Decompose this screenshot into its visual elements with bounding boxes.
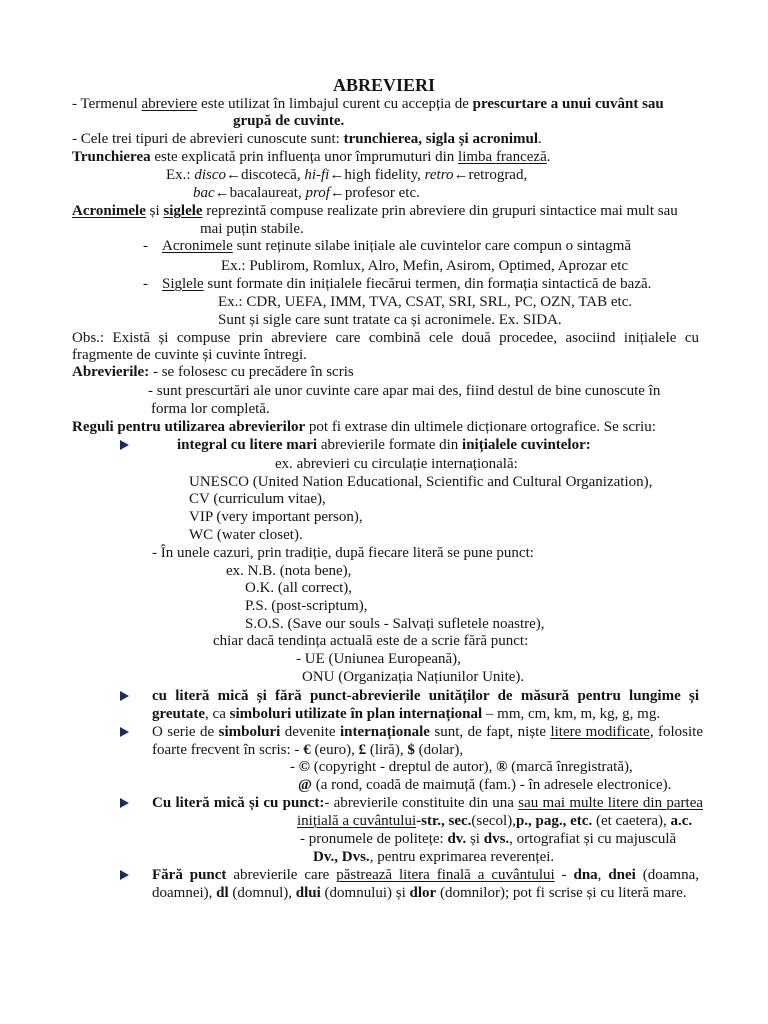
underlined-term: sau mai multe litere din partea <box>518 795 704 811</box>
triangle-bullet-icon <box>120 870 129 880</box>
text-line <box>152 741 463 759</box>
text-run: și <box>145 203 164 219</box>
text-line <box>152 544 534 562</box>
text-line <box>72 130 542 148</box>
underlined-term: inițială a cuvântului <box>297 813 417 829</box>
text-run: (a rond, coadă de maimuță (fam.) - în adresele electronice). <box>311 777 672 793</box>
text-run: . <box>538 131 542 147</box>
text-line <box>233 112 344 130</box>
dollar-symbol: $ <box>407 742 415 758</box>
text-run: (et caetera), <box>592 813 671 829</box>
text-run: doamnei), <box>152 885 217 901</box>
text-run: . <box>546 149 551 165</box>
underlined-term: limba franceză <box>458 149 547 165</box>
italic-term: hi-fi <box>304 167 330 183</box>
text-line <box>313 848 554 866</box>
text-run: , ortografiat și cu majusculă <box>509 831 677 847</box>
list-dash: - <box>143 276 148 292</box>
text-run: - sunt prescurtări ale unor cuvinte care apar mai des, fiind destul de bine cunoscute în <box>148 383 661 399</box>
bullet-item-line <box>152 687 699 705</box>
italic-term: retro <box>424 167 454 183</box>
text-run: O serie de <box>152 724 219 740</box>
bold-term: dv. <box>447 831 467 847</box>
example-line <box>245 597 368 615</box>
text-run: forma lor completă. <box>151 401 270 417</box>
text-run: (marcă înregistrată), <box>507 759 633 775</box>
text-run: , pentru exprimarea reverenței. <box>369 849 555 865</box>
euro-symbol: € <box>303 742 311 758</box>
text-run: WC (water closet). <box>189 527 303 543</box>
text-run: abrevierile care <box>226 867 337 883</box>
text-line <box>297 812 692 830</box>
text-run: Sunt și sigle care sunt tratate ca și acronimele. Ex. SIDA. <box>218 312 562 328</box>
bold-term: cu literă mică și fără punct-abrevierile unităților de măsură pentru lungime și <box>152 688 699 704</box>
text-line <box>152 884 687 902</box>
text-run: - În unele cazuri, prin tradiție, după fiecare literă se pune punct: <box>152 545 534 561</box>
bold-term: prescurtare a unui cuvânt sau <box>472 96 664 112</box>
underlined-term: Acronimele <box>162 238 233 254</box>
text-run: – mm, cm, km, m, kg, g, mg. <box>482 706 661 722</box>
page-title: ABREVIERI <box>332 75 436 95</box>
text-run: - UE (Uniunea Europeană), <box>296 651 461 667</box>
text-run: , ca <box>205 706 230 722</box>
bold-term: grupă de cuvinte. <box>233 113 345 129</box>
text-run: S.O.S. (Save our souls - Salvați sufletele noastre), <box>245 616 545 632</box>
text-run: ←high fidelity, <box>329 167 425 183</box>
example-line <box>296 650 461 668</box>
text-run: (copyright - dreptul de autor), <box>309 759 497 775</box>
text-run: (euro), <box>310 742 359 758</box>
text-run: - Cele trei tipuri de abrevieri cunoscute sunt: <box>72 131 344 147</box>
text-run: (domnilor); pot fi scrise și cu literă mare. <box>436 885 687 901</box>
bold-term: integral cu litere mari <box>177 437 318 453</box>
example-line <box>189 526 303 544</box>
text-run: ←bacalaureat, <box>214 185 306 201</box>
text-run: (domnului) și <box>320 885 410 901</box>
text-line <box>298 776 671 794</box>
text-run: O.K. (all correct), <box>245 580 353 596</box>
text-line <box>151 400 270 418</box>
text-line <box>166 166 527 184</box>
text-run: Ex.: Publirom, Romlux, Alro, Mefin, Asirom, Optimed, Aprozar etc <box>221 258 629 274</box>
bullet-item-line <box>177 436 591 454</box>
underlined-term: abreviere <box>141 96 198 112</box>
text-run: abrevierile formate din <box>317 437 463 453</box>
bold-term: Dv., Dvs. <box>313 849 370 865</box>
italic-term: disco <box>194 167 227 183</box>
bold-term: dvs. <box>483 831 510 847</box>
text-line <box>290 758 633 776</box>
text-run: (domnul), <box>228 885 296 901</box>
text-run: (liră), <box>366 742 408 758</box>
text-run: este explicată prin influența unor împrumuturi din <box>150 149 459 165</box>
bold-term: Abrevierile: <box>72 364 150 380</box>
bold-term: p., pag., etc. <box>515 813 593 829</box>
text-run: sunt, de fapt, niște <box>429 724 551 740</box>
bold-term: Trunchierea <box>72 149 151 165</box>
bold-term: inițialele cuvintelor: <box>462 437 591 453</box>
text-run: - <box>554 867 574 883</box>
text-run: (dolar), <box>414 742 464 758</box>
text-line <box>72 418 656 436</box>
text-line <box>72 202 678 220</box>
text-run: Obs.: Există și compuse prin abreviere care combină cele două procedee, asociind inițialele cu <box>72 330 699 346</box>
bold-term: -str., sec. <box>416 813 472 829</box>
bold-term: greutate <box>152 706 206 722</box>
bold-term: Cu literă mică și cu punct: <box>152 795 325 811</box>
bullet-item-line <box>152 794 703 812</box>
text-line <box>72 95 664 113</box>
bold-term: dlor <box>409 885 437 901</box>
underlined-term: păstrează litera finală a cuvântului <box>336 867 555 883</box>
text-run: (doamna, <box>635 867 700 883</box>
example-line <box>302 668 524 686</box>
underlined-term: litere modificate <box>550 724 650 740</box>
bold-term: Reguli pentru utilizarea abrevierilor <box>72 419 306 435</box>
text-line <box>200 220 304 238</box>
bold-underlined-term: siglele <box>163 203 203 219</box>
text-line <box>300 830 676 848</box>
text-run: sunt formate din inițialele fiecărui termen, din formația sintactică de bază. <box>203 276 652 292</box>
text-run: sunt reținute silabe inițiale ale cuvintelor care compun o sintagmă <box>232 238 632 254</box>
text-line <box>148 382 660 400</box>
text-run: , folosite <box>649 724 704 740</box>
triangle-bullet-icon <box>120 727 129 737</box>
bold-term: dlui <box>295 885 321 901</box>
bold-term: simboluri <box>218 724 281 740</box>
text-run: Ex.: CDR, UEFA, IMM, TVA, CSAT, SRI, SRL, PC, OZN, TAB etc. <box>218 294 633 310</box>
bold-term: dna <box>573 867 598 883</box>
text-run: ←profesor etc. <box>329 185 420 201</box>
text-run: ex. N.B. (nota bene), <box>226 563 352 579</box>
underlined-term: Siglele <box>162 276 204 292</box>
italic-term: prof <box>305 185 330 201</box>
text-line <box>72 363 354 381</box>
text-run: (secol), <box>471 813 516 829</box>
text-line <box>218 293 632 311</box>
text-run: ONU (Organizația Națiunilor Unite). <box>302 669 525 685</box>
bold-term: Fără punct <box>152 867 227 883</box>
text-line <box>72 346 307 364</box>
text-run: este utilizat în limbajul curent cu accepția de <box>197 96 473 112</box>
triangle-bullet-icon <box>120 440 129 450</box>
at-symbol: @ <box>298 777 312 793</box>
bullet-item-line <box>152 723 703 741</box>
text-line <box>152 705 660 723</box>
list-dash: - <box>143 238 148 254</box>
text-run: P.S. (post-scriptum), <box>245 598 368 614</box>
triangle-bullet-icon <box>120 798 129 808</box>
text-run: foarte frecvent în scris: - <box>152 742 304 758</box>
text-line <box>162 237 631 255</box>
text-run: fragmente de cuvinte și cuvinte întregi. <box>72 347 307 363</box>
text-run: , <box>597 867 609 883</box>
example-line <box>226 562 351 580</box>
registered-symbol: ® <box>496 759 508 775</box>
text-run: chiar dacă tendința actuală este de a scrie fără punct: <box>213 633 529 649</box>
text-run: mai puțin stabile. <box>200 221 304 237</box>
text-run: și <box>466 831 484 847</box>
pound-symbol: £ <box>358 742 367 758</box>
example-line <box>245 615 545 633</box>
example-line <box>189 490 326 508</box>
bold-term: simboluri utilizate în plan internațional <box>229 706 483 722</box>
bold-term: trunchierea, sigla și acronimul <box>343 131 539 147</box>
text-run: - pronumele de politețe: <box>300 831 448 847</box>
text-run: reprezintă compuse realizate prin abreviere din grupuri sintactice mai mult sau <box>202 203 678 219</box>
bold-term: internaționale <box>339 724 430 740</box>
bold-underlined-term: Acronimele <box>72 203 146 219</box>
text-run: UNESCO (United Nation Educational, Scientific and Cultural Organization), <box>189 474 653 490</box>
bold-term: a.c. <box>670 813 693 829</box>
text-line <box>72 148 550 166</box>
text-run: CV (curriculum vitae), <box>189 491 326 507</box>
italic-term: bac <box>193 185 215 201</box>
example-line <box>189 473 652 491</box>
text-line <box>218 311 562 329</box>
text-run: ←retrograd, <box>453 167 528 183</box>
triangle-bullet-icon <box>120 691 129 701</box>
bold-term: dl <box>216 885 229 901</box>
bullet-item-line <box>152 866 699 884</box>
bold-term: dnei <box>608 867 636 883</box>
text-line <box>221 257 628 275</box>
text-run: - Termenul <box>72 96 142 112</box>
text-line <box>213 632 528 650</box>
text-line <box>193 184 420 202</box>
text-run: ←discotecă, <box>226 167 305 183</box>
text-run: - se folosesc cu precădere în scris <box>149 364 354 380</box>
example-line <box>189 508 363 526</box>
text-line <box>162 275 651 293</box>
justified-text-line <box>72 329 699 347</box>
example-line <box>245 579 352 597</box>
text-run: - <box>290 759 299 775</box>
text-run: - abrevierile constituite din una <box>324 795 519 811</box>
text-run: Ex.: <box>166 167 195 183</box>
text-run: ex. abrevieri cu circulație internațională: <box>275 456 518 472</box>
text-run: pot fi extrase din ultimele dicționare ortografice. Se scriu: <box>305 419 656 435</box>
text-run: devenite <box>280 724 340 740</box>
text-run: VIP (very important person), <box>189 509 363 525</box>
copyright-symbol: © <box>298 759 310 775</box>
text-line <box>275 455 518 473</box>
